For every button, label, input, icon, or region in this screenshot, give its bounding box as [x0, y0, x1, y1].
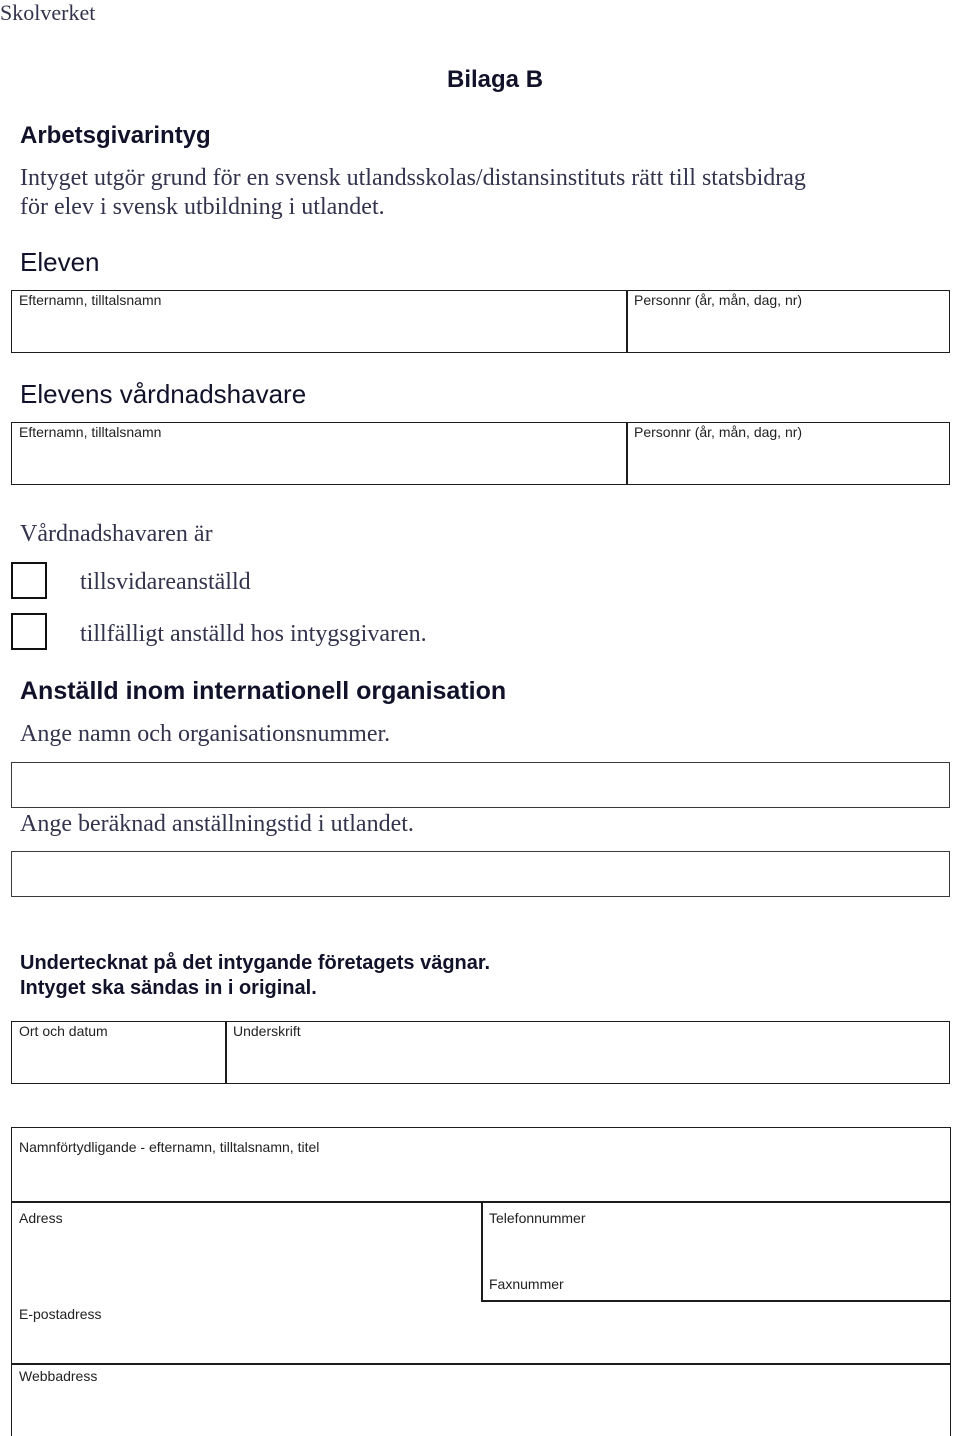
intro-text: [20, 164, 940, 222]
intro-line-1: Intyget utgör grund för en svensk utlandsskolas/distansinstituts rätt till statsbidrag: [20, 165, 806, 191]
name-clarification-field[interactable]: [13, 1158, 949, 1199]
email-label: E-postadress: [19, 1306, 102, 1322]
student-divider: [626, 290, 628, 353]
student-heading: Eleven: [20, 247, 100, 277]
temporary-checkbox[interactable]: [11, 613, 47, 650]
signature-divider: [225, 1021, 227, 1084]
annex-label: Bilaga B: [447, 66, 544, 93]
phone-label: Telefonnummer: [489, 1210, 586, 1226]
org-name-prompt: Ange namn och organisationsnummer.: [20, 721, 391, 747]
web-field[interactable]: [13, 1386, 949, 1434]
student-id-label: Personnr (år, mån, dag, nr): [634, 292, 803, 308]
contact-divider: [481, 1201, 483, 1300]
guardian-name-field[interactable]: [13, 442, 623, 483]
signature-field[interactable]: [228, 1041, 948, 1082]
signature-note-line-1: Undertecknat på det intygande företagets vägnar.: [20, 952, 491, 974]
name-clarification-label: Namnförtydligande - efternamn, tilltalsnamn, titel: [19, 1139, 320, 1155]
org-name: Skolverket: [0, 0, 96, 25]
phone-field[interactable]: [484, 1228, 949, 1268]
contact-line-2: [11, 1363, 951, 1365]
email-field[interactable]: [13, 1324, 949, 1361]
fax-label: Faxnummer: [489, 1276, 564, 1292]
signature-label: Underskrift: [233, 1023, 301, 1039]
guardian-divider: [626, 422, 628, 485]
student-name-label: Efternamn, tilltalsnamn: [19, 292, 162, 308]
web-label: Webbadress: [19, 1368, 98, 1384]
guardian-name-label: Efternamn, tilltalsnamn: [19, 424, 162, 440]
place-date-label: Ort och datum: [19, 1023, 108, 1039]
signature-note: [20, 951, 490, 1001]
address-field[interactable]: [13, 1228, 479, 1298]
contact-line-phone-fax: [481, 1300, 951, 1302]
guardian-id-field[interactable]: [629, 442, 947, 483]
duration-prompt: Ange beräknad anställningstid i utlandet.: [20, 811, 414, 837]
permanent-label: tillsvidareanställd: [80, 569, 251, 595]
org-name-field[interactable]: [11, 762, 950, 808]
intro-line-2: för elev i svensk utbildning i utlandet.: [20, 194, 385, 220]
guardian-id-label: Personnr (år, mån, dag, nr): [634, 424, 803, 440]
permanent-checkbox[interactable]: [11, 562, 47, 599]
place-date-field[interactable]: [13, 1041, 223, 1082]
address-label: Adress: [19, 1210, 63, 1226]
temporary-label: tillfälligt anställd hos intygsgivaren.: [80, 621, 427, 647]
international-heading: Anställd inom internationell organisation: [20, 677, 507, 705]
page-title: Arbetsgivarintyg: [20, 122, 211, 149]
student-name-field[interactable]: [13, 310, 623, 351]
guardian-heading: Elevens vårdnadshavare: [20, 379, 307, 409]
signature-note-line-2: Intyget ska sändas in i original.: [20, 977, 317, 999]
employment-intro: Vårdnadshavaren är: [20, 521, 213, 547]
duration-field[interactable]: [11, 851, 950, 897]
student-id-field[interactable]: [629, 310, 947, 351]
